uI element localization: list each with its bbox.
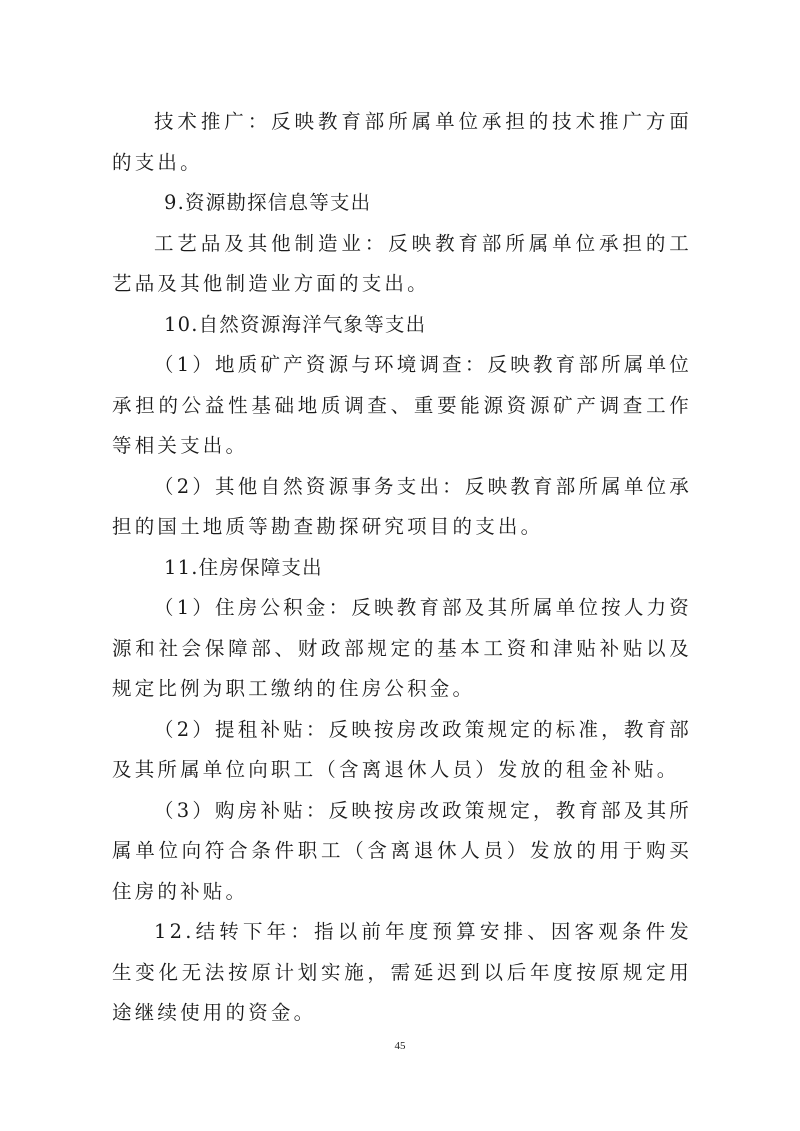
paragraph-geological-survey: （1）地质矿产资源与环境调查：反映教育部所属单位承担的公益性基础地质调查、重要能源资源矿产调查工作等相关支出。 [112,353,692,457]
paragraph-crafts-manufacturing: 工艺品及其他制造业：反映教育部所属单位承担的工艺品及其他制造业方面的支出。 [112,231,692,295]
paragraph-housing-purchase-subsidy: （3）购房补贴：反映按房改政策规定，教育部及其所属单位向符合条件职工（含离退休人员）发放的用于购买住房的补贴。 [112,798,692,903]
heading-natural-resources: 10.自然资源海洋气象等支出 [164,312,427,336]
paragraph-rent-subsidy: （2）提租补贴：反映按房改政策规定的标准，教育部及其所属单位向职工（含离退休人员）发放的租金补贴。 [112,717,692,781]
heading-housing-security: 11.住房保障支出 [164,555,323,579]
paragraph-other-natural-resources: （2）其他自然资源事务支出：反映教育部所属单位承担的国土地质等勘查勘探研究项目的支出。 [112,474,692,538]
page-number: 45 [394,1040,406,1052]
paragraph-carryover: 12.结转下年：指以前年度预算安排、因客观条件发生变化无法按原计划实施，需延迟到以后年度按原规定用途继续使用的资金。 [112,920,692,1024]
paragraph-housing-fund: （1）住房公积金：反映教育部及其所属单位按人力资源和社会保障部、财政部规定的基本工资和津贴补贴以及规定比例为职工缴纳的住房公积金。 [112,596,692,700]
document-page [112,102,692,1034]
paragraph-technology-promotion: 技术推广：反映教育部所属单位承担的技术推广方面的支出。 [112,110,692,174]
heading-resource-exploration: 9.资源勘探信息等支出 [164,191,372,214]
